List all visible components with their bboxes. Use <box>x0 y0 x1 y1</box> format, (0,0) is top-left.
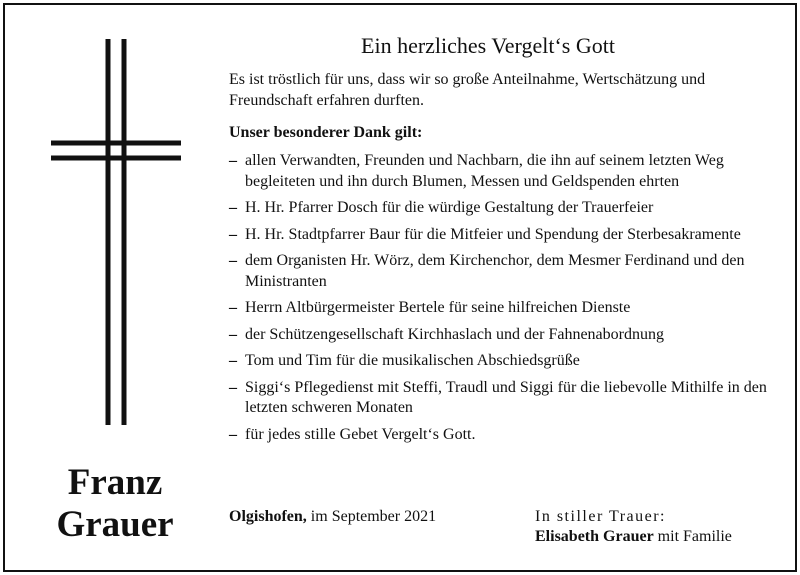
dash-icon: – <box>229 252 237 269</box>
dash-icon: – <box>229 378 237 396</box>
deceased-last-name: Grauer <box>56 504 174 545</box>
dash-icon: – <box>229 299 237 316</box>
list-item: – Siggi‘s Pflegedienst mit Steffi, Traudl und Siggi für die liebevolle Mithilfe in den letzten schweren Monaten <box>229 378 767 416</box>
dash-icon: – <box>229 325 237 343</box>
dash-icon: – <box>229 199 237 216</box>
place-date <box>229 507 436 527</box>
cross-icon <box>51 39 181 425</box>
list-item: – für jedes stille Gebet Vergelt‘s Gott. <box>229 425 789 446</box>
dash-icon: – <box>229 425 237 443</box>
list-item: – Herrn Altbürgermeister Bertele für seine hilfreichen Dienste <box>229 298 789 319</box>
page-title: Ein herzliches Vergelt‘s Gott <box>361 33 615 58</box>
intro-text: Es ist tröstlich für uns, dass wir so große Anteilnahme, Wertschätzung und Freundschaft erfahren durften. <box>229 71 706 109</box>
mourning-signature <box>535 507 732 547</box>
date: im September 2021 <box>306 508 437 525</box>
thanks-list <box>229 151 789 451</box>
dash-icon: – <box>229 352 237 369</box>
list-item: – H. Hr. Stadtpfarrer Baur für die Mitfeier und Spendung der Sterbesakramente <box>229 225 789 246</box>
dash-icon: – <box>229 225 237 243</box>
deceased-first-name: Franz <box>67 462 163 503</box>
list-item: – Tom und Tim für die musikalischen Abschiedsgrüße <box>229 351 789 372</box>
mourner-suffix: mit Familie <box>653 528 732 545</box>
place: Olgishofen, <box>229 508 307 525</box>
dash-icon: – <box>229 152 237 169</box>
thanks-title: Unser besonderer Dank gilt: <box>229 124 423 141</box>
mourning-label: In stiller Trauer: <box>535 508 666 525</box>
list-item: – der Schützengesellschaft Kirchhaslach und der Fahnenabordnung <box>229 325 789 346</box>
list-item: – allen Verwandten, Freunden und Nachbarn, die ihn auf seinem letzten Weg begleiteten und ihn durch Blumen, Messen und Geldspenden ehrten <box>229 152 724 190</box>
deceased-name <box>35 462 195 546</box>
mourner-name: Elisabeth Grauer <box>535 528 654 545</box>
list-item: – H. Hr. Pfarrer Dosch für die würdige Gestaltung der Trauerfeier <box>229 198 789 219</box>
list-item: – dem Organisten Hr. Wörz, dem Kirchenchor, dem Mesmer Ferdinand und den Ministranten <box>229 252 745 290</box>
